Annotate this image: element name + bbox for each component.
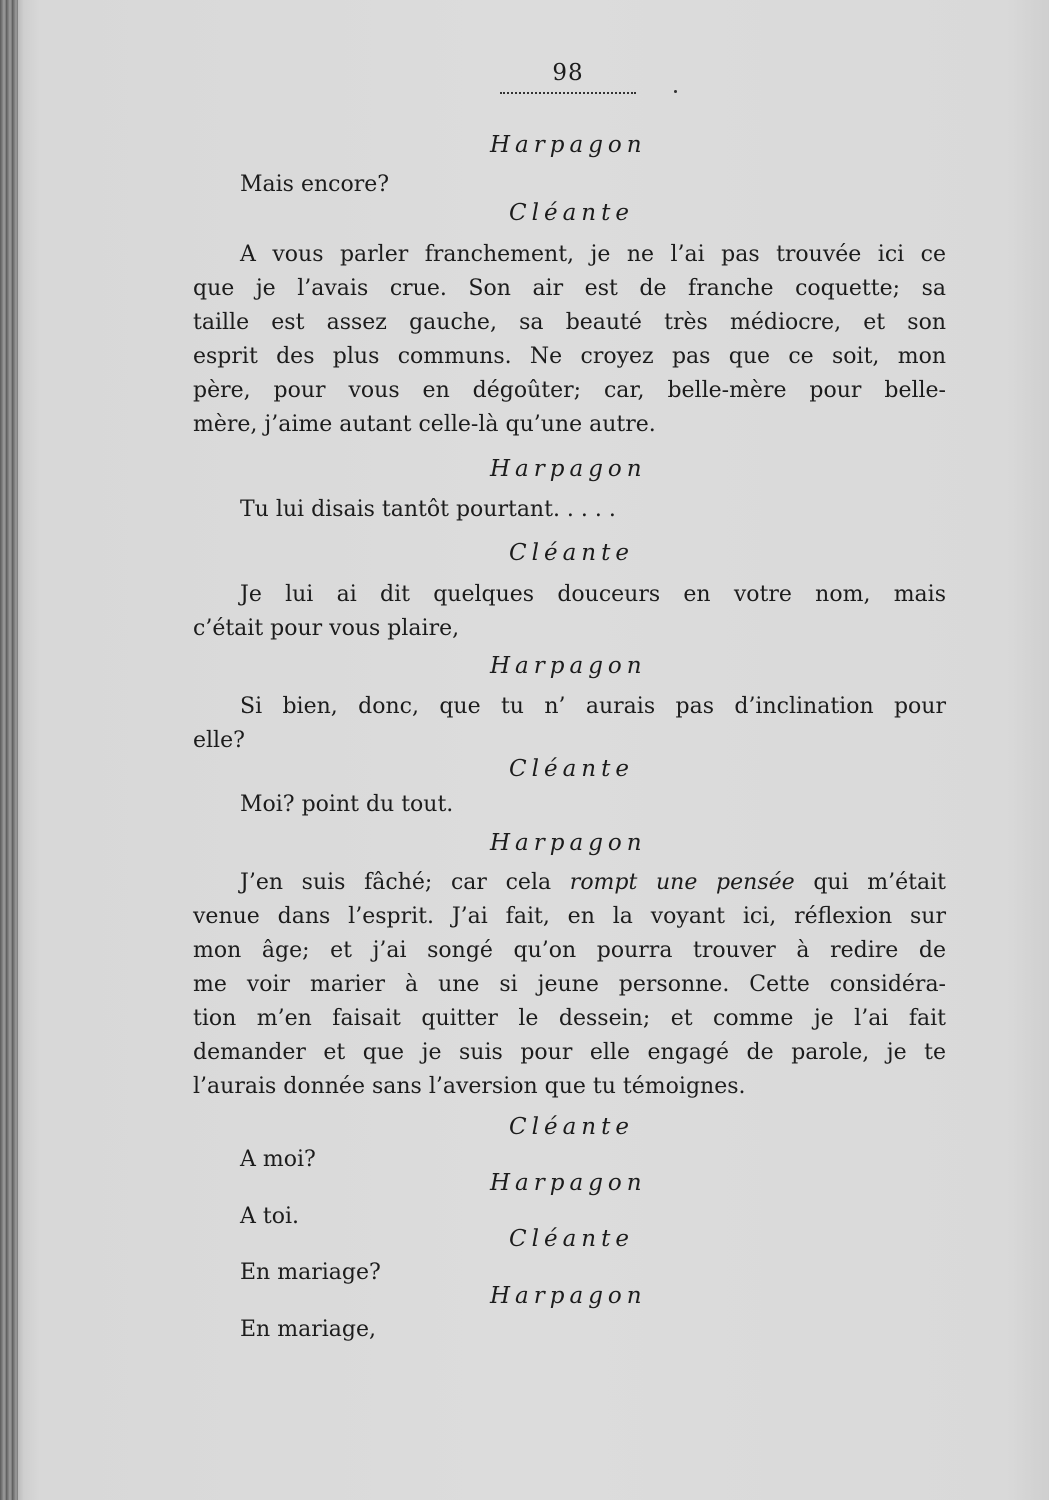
page-number: 98 [552,60,584,86]
speaker-name: Harpagon [490,456,647,482]
dialogue-line: Si bien, donc, que tu n’ aurais pas d’inclination pour [240,694,946,719]
speaker-name: Harpagon [490,1170,647,1196]
dialogue-line: Tu lui disais tantôt pourtant. . . . . [240,497,616,522]
dialogue-line: Je lui ai dit quelques douceurs en votre nom, mais [240,582,946,607]
dialogue-line: Mais encore? [240,172,390,197]
dialogue-line: demander et que je suis pour elle engagé de parole, je te [193,1040,946,1065]
speaker-name: Cléante [509,200,634,226]
speaker-name: Cléante [509,1114,634,1140]
dialogue-line: que je l’avais crue. Son air est de franche coquette; sa [193,276,946,301]
italic-phrase: rompt une pensée [569,870,795,895]
dialogue-line: taille est assez gauche, sa beauté très médiocre, et son [193,310,946,335]
dialogue-line: Moi? point du tout. [240,792,454,817]
speaker-name: Harpagon [490,653,647,679]
dialogue-line [240,866,946,900]
dialogue-line: En mariage? [240,1260,381,1285]
dialogue-line: c’était pour vous plaire, [193,616,460,641]
dialogue-line: En mariage, [240,1317,376,1342]
dialogue-line: esprit des plus communs. Ne croyez pas que ce soit, mon [193,344,946,369]
page-number-rule [500,92,636,94]
dialogue-line: l’aurais donnée sans l’aversion que tu témoignes. [193,1074,746,1099]
book-binding [0,0,18,1500]
text-run: J’en suis fâché; car cela [240,870,552,895]
speaker-name: Harpagon [490,1283,647,1309]
text-run: qui m’était [813,870,947,895]
rule-dot [674,90,677,93]
dialogue-line: elle? [193,728,245,753]
speaker-name: Harpagon [490,830,647,856]
speaker-name: Cléante [509,540,634,566]
dialogue-line: A moi? [240,1147,316,1172]
dialogue-line: me voir marier à une si jeune personne. Cette considéra- [193,972,946,997]
dialogue-line: mon âge; et j’ai songé qu’on pourra trouver à redire de [193,938,946,963]
dialogue-line: tion m’en faisait quitter le dessein; et comme je l’ai fait [193,1006,946,1031]
speaker-name: Harpagon [490,132,647,158]
speaker-name: Cléante [509,756,634,782]
speaker-name: Cléante [509,1226,634,1252]
dialogue-line: venue dans l’esprit. J’ai fait, en la voyant ici, réflexion sur [193,904,946,929]
dialogue-line: A toi. [240,1204,299,1229]
dialogue-line: A vous parler franchement, je ne l’ai pas trouvée ici ce [240,242,946,267]
dialogue-line: mère, j’aime autant celle-là qu’une autre. [193,412,656,437]
dialogue-line: père, pour vous en dégoûter; car, belle-mère pour belle- [193,378,946,403]
